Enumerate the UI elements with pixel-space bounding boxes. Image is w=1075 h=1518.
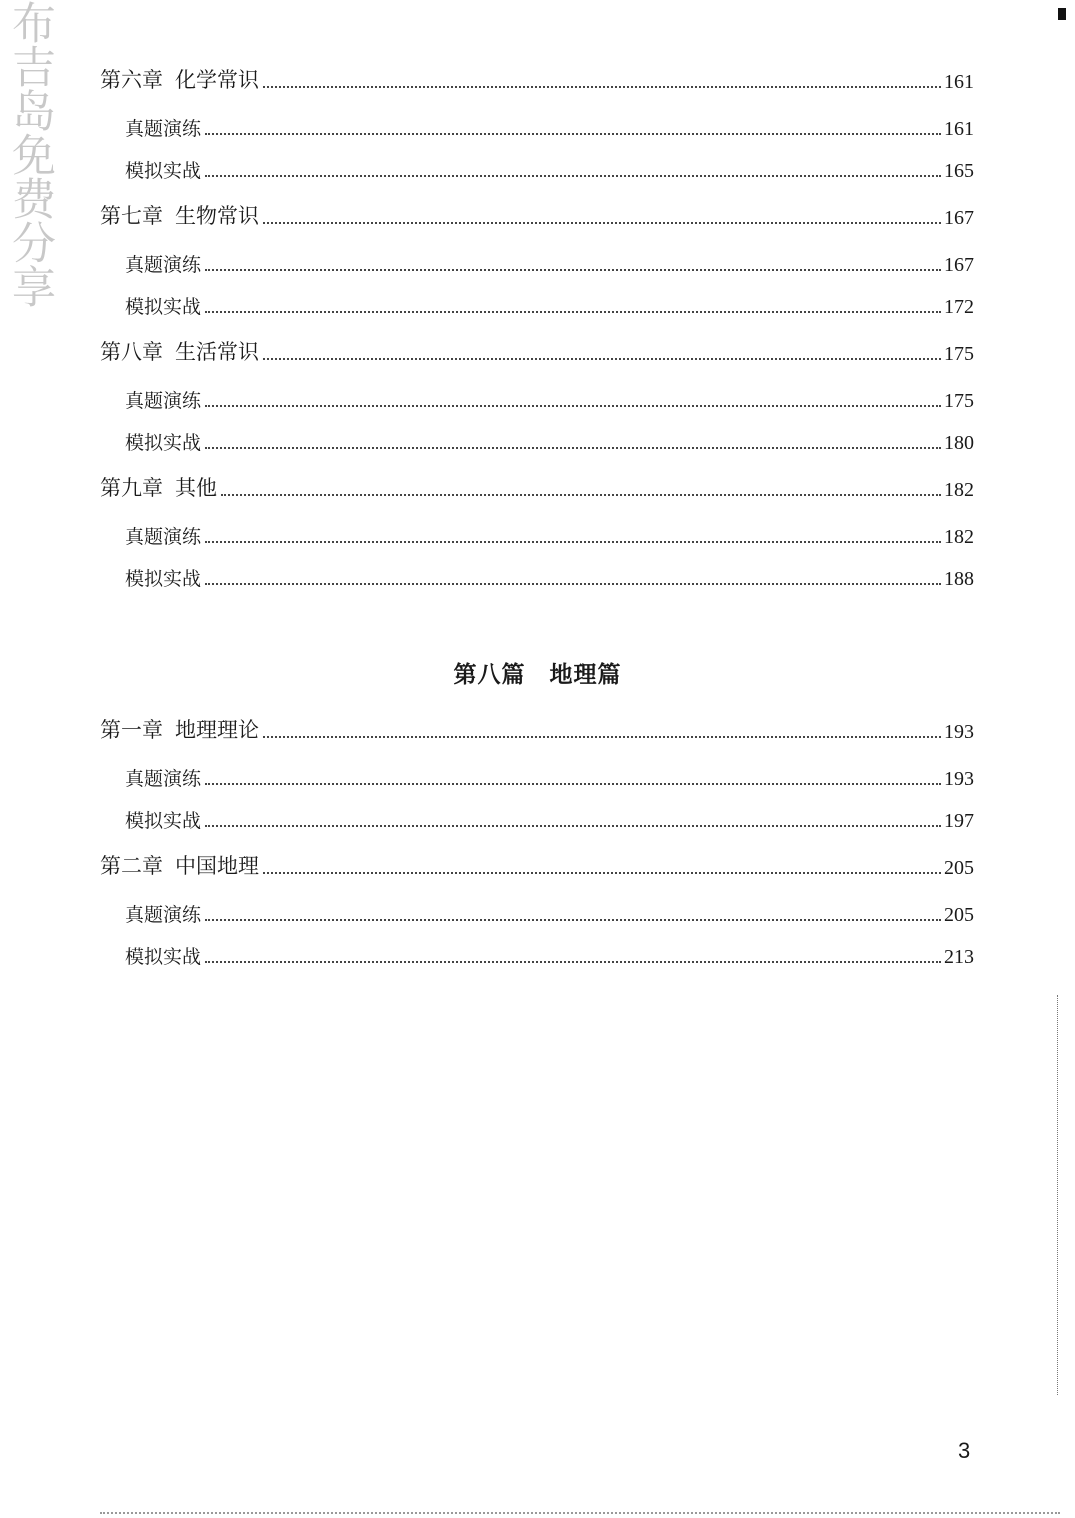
toc-subsection-row <box>100 155 974 183</box>
toc-entry-title: 模拟实战 <box>125 568 202 590</box>
part-number: 第八篇 <box>453 661 526 688</box>
toc-chapter-row <box>100 202 974 230</box>
chapter-number: 第七章 <box>100 204 163 228</box>
toc-page-number: 175 <box>944 390 974 412</box>
chapter-number: 第六章 <box>100 68 163 92</box>
toc-subsection-row <box>100 563 974 591</box>
toc-page-number: 193 <box>944 768 974 790</box>
chapter-number: 第八章 <box>100 340 163 364</box>
toc-subsection-row <box>100 427 974 455</box>
toc-entry-title: 模拟实战 <box>125 296 202 318</box>
toc-entry-title: 模拟实战 <box>125 810 202 832</box>
dot-leader <box>205 919 941 921</box>
dot-leader <box>263 358 941 360</box>
dot-leader <box>205 175 941 177</box>
toc-subsection-row <box>100 291 974 319</box>
toc-page-number: 197 <box>944 810 974 832</box>
scan-edge-line <box>1057 995 1059 1395</box>
toc-page-number: 161 <box>944 118 974 140</box>
toc-subsection-row <box>100 521 974 549</box>
toc-entry-title <box>100 850 259 880</box>
toc-entry-title: 真题演练 <box>125 118 202 140</box>
toc-subsection-row <box>100 113 974 141</box>
toc-subsection-row <box>100 249 974 277</box>
chapter-number: 第一章 <box>100 718 163 742</box>
dot-leader <box>205 447 941 449</box>
toc-page-number: 165 <box>944 160 974 182</box>
dot-leader <box>263 872 941 874</box>
toc-entry-title: 真题演练 <box>125 526 202 548</box>
dot-leader <box>263 736 941 738</box>
dot-leader <box>205 783 941 785</box>
dot-leader <box>205 541 941 543</box>
chapter-title: 化学常识 <box>175 68 259 92</box>
chapter-title: 中国地理 <box>175 854 259 878</box>
part-name: 地理篇 <box>549 661 622 688</box>
toc-page-number: 205 <box>944 904 974 926</box>
toc-chapter-row <box>100 338 974 366</box>
dot-leader <box>205 961 941 963</box>
toc-subsection-row <box>100 899 974 927</box>
dot-leader <box>263 222 941 224</box>
toc-subsection-row <box>100 385 974 413</box>
toc-entry-title: 模拟实战 <box>125 432 202 454</box>
toc-entry-title: 真题演练 <box>125 768 202 790</box>
part-heading <box>0 656 1075 689</box>
dot-leader <box>205 269 941 271</box>
toc-entry-title <box>100 714 259 744</box>
toc-entry-title: 模拟实战 <box>125 160 202 182</box>
toc-page-number: 213 <box>944 946 974 968</box>
toc-chapter-row <box>100 66 974 94</box>
toc-page-number: 167 <box>944 207 974 229</box>
toc-page-number: 167 <box>944 254 974 276</box>
toc-page-number: 188 <box>944 568 974 590</box>
toc-subsection-row <box>100 763 974 791</box>
scan-mark <box>1058 8 1066 20</box>
toc-page-number: 175 <box>944 343 974 365</box>
toc-entry-title: 真题演练 <box>125 254 202 276</box>
dot-leader <box>205 825 941 827</box>
chapter-title: 地理理论 <box>175 718 259 742</box>
toc-page-number: 180 <box>944 432 974 454</box>
dot-leader <box>205 405 941 407</box>
watermark: 布吉岛免费分享 <box>4 0 55 308</box>
dot-leader <box>221 494 941 496</box>
toc-subsection-row <box>100 941 974 969</box>
toc-entry-title <box>100 336 259 366</box>
page-number: 3 <box>958 1438 971 1463</box>
toc-entry-title <box>100 472 217 502</box>
scan-bottom-noise <box>100 1508 1060 1514</box>
chapter-number: 第九章 <box>100 476 163 500</box>
toc-page-number: 193 <box>944 721 974 743</box>
chapter-number: 第二章 <box>100 854 163 878</box>
toc-entry-title: 真题演练 <box>125 904 202 926</box>
toc-page-number: 161 <box>944 71 974 93</box>
dot-leader <box>205 583 941 585</box>
toc-page-number: 205 <box>944 857 974 879</box>
chapter-title: 其他 <box>175 476 217 500</box>
toc-chapter-row <box>100 716 974 744</box>
toc-page-number: 182 <box>944 479 974 501</box>
toc-entry-title <box>100 200 259 230</box>
toc-subsection-row <box>100 805 974 833</box>
toc-entry-title: 真题演练 <box>125 390 202 412</box>
toc-entry-title <box>100 64 259 94</box>
toc-chapter-row <box>100 852 974 880</box>
toc-chapter-row <box>100 474 974 502</box>
chapter-title: 生活常识 <box>175 340 259 364</box>
toc-page-number: 172 <box>944 296 974 318</box>
chapter-title: 生物常识 <box>175 204 259 228</box>
toc-entry-title: 模拟实战 <box>125 946 202 968</box>
dot-leader <box>205 133 941 135</box>
toc-page-number: 182 <box>944 526 974 548</box>
dot-leader <box>263 86 941 88</box>
dot-leader <box>205 311 941 313</box>
